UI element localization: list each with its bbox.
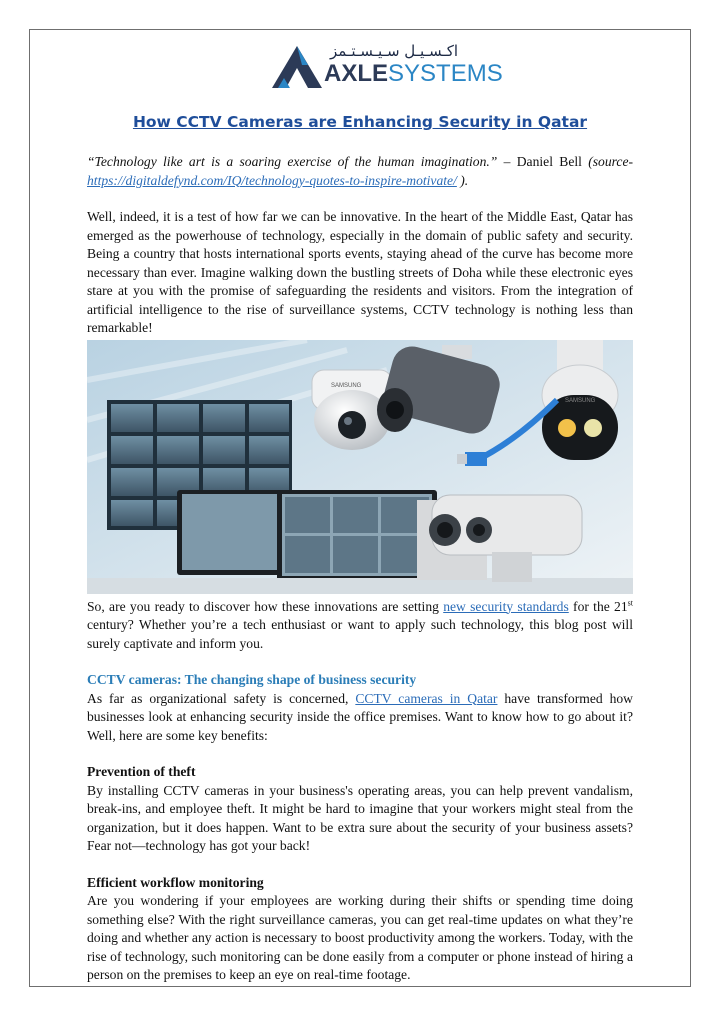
quote-source-suffix: ). (456, 172, 469, 188)
section-heading-workflow: Efficient workflow monitoring (87, 874, 264, 890)
article-body (87, 153, 633, 985)
security-standards-link[interactable]: new security standards (443, 598, 569, 614)
logo-wordmark (324, 61, 503, 87)
workflow-paragraph: Are you wondering if your employees are working during their shifts or spending time doing something else? With the right surveillance cameras, you can get real-time updates on what they’re doing and whether any action is necessary to boost productivity among the workers. Today, with the rise of technology, such monitoring can be done easily from a computer or phone instead of hiring a person on the premises to keep an eye on real-time footage. (87, 893, 633, 982)
quote-paragraph (87, 153, 633, 190)
cctv-hero-image (87, 340, 633, 594)
cctv-paragraph: As far as organizational safety is concerned, CCTV cameras in Qatar have transformed how businesses look at enhancing security inside the office premises. Want to know how to go about it? Well, here are some key benefits: (87, 690, 634, 743)
section-heading-theft: Prevention of theft (87, 764, 196, 779)
superscript-st: st (627, 597, 633, 607)
logo-arabic-text: اكـسـيـل سـيـسـتـمز (330, 42, 459, 60)
logo-brand-light: SYSTEMS (388, 60, 503, 87)
quote-source-prefix: (source- (588, 154, 634, 169)
discover-paragraph: So, are you ready to discover how these innovations are setting new security standards for the 21st century? Whether you’re a tech enthusiast or want to apply such technology, this blog post will surely captivate and inform you. (87, 597, 633, 651)
cctv-qatar-link[interactable]: CCTV cameras in Qatar (355, 690, 498, 706)
company-logo (268, 42, 503, 90)
intro-paragraph: Well, indeed, it is a test of how far we can be innovative. In the heart of the Middle East, Qatar has emerged as the powerhouse of technology, especially in the domain of public safety and security. Being a country that hosts international sports events, staying ahead of the curve has become more necessary than ever. Imagine walking down the bustling streets of Doha while these electronic eyes stare at you with the promise of safeguarding the residents and visitors. From the integration of artificial intelligence to the rise of surveillance systems, CCTV technology is nothing less than remarkable! (87, 209, 633, 335)
logo-brand-bold: AXLE (324, 60, 389, 87)
article-title: How CCTV Cameras are Enhancing Security in Qatar (132, 113, 588, 131)
camera-brand-label-2: SAMSUNG (565, 397, 596, 404)
camera-brand-label-1: SAMSUNG (331, 382, 362, 389)
section-heading-cctv: CCTV cameras: The changing shape of business security (87, 672, 417, 687)
quote-text: “Technology like art is a soaring exercise of the human imagination.” (87, 154, 498, 169)
theft-paragraph: By installing CCTV cameras in your business's operating areas, you can help prevent vandalism, break-ins, and employee theft. It might be hard to imagine that your workers might steal from the organization, but it does happen. Want to be extra sure about the security of your business assets? Fear not—technology has got your back! (87, 782, 633, 853)
logo-triangle-icon (268, 44, 326, 90)
quote-author: – Daniel Bell (497, 154, 589, 169)
quote-source-link[interactable]: https://digitaldefynd.com/IQ/technology-quotes-to-inspire-motivate/ (87, 172, 457, 188)
